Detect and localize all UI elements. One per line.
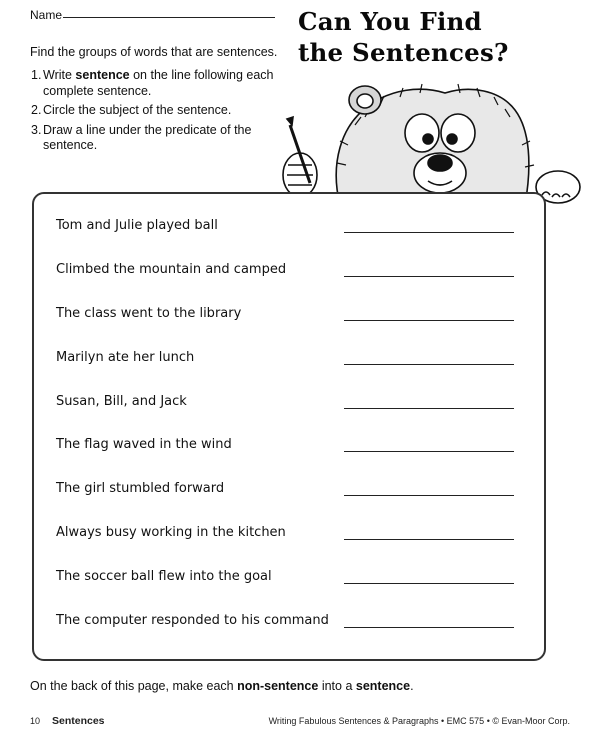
answer-line[interactable] [344,627,514,628]
note-text: On the back of this page, make each [30,679,238,693]
list-item [56,390,524,434]
page-number: 10 [30,716,41,726]
item-text: The soccer ball flew into the goal [56,569,272,585]
item-text: The girl stumbled forward [56,481,225,497]
list-item [56,346,524,390]
name-label: Name [30,8,63,22]
answer-line[interactable] [344,364,514,365]
instruction-step [31,103,296,119]
instruction-steps [31,68,296,158]
item-text: The computer responded to his command [56,613,329,629]
item-text: Marilyn ate her lunch [56,349,195,365]
step-text-pre: Draw a line under the predicate of the sentence. [43,122,252,152]
publisher-credit: Writing Fabulous Sentences & Paragraphs • EMC 575 • © Evan-Moor Corp. [268,716,570,726]
answer-line[interactable] [344,539,514,540]
note-bold: non-sentence [237,679,319,693]
note-text: into a [318,679,356,693]
sentence-panel [32,192,546,661]
list-item [56,609,524,653]
step-text-pre: Write [43,68,76,82]
item-text: Tom and Julie played ball [56,218,218,233]
list-item [56,477,524,521]
title-line-1: Can You Find [298,7,482,36]
step-text-pre: Circle the subject of the sentence. [43,103,232,117]
answer-line[interactable] [344,276,514,277]
answer-line[interactable] [344,451,514,452]
bear-illustration [270,55,590,215]
step-number: 1. [31,68,42,82]
note-bold: sentence [355,679,411,693]
item-text: The class went to the library [56,305,242,321]
item-text: The flag waved in the wind [56,437,232,453]
item-text: Always busy working in the kitchen [56,525,286,541]
answer-line[interactable] [344,495,514,496]
answer-line[interactable] [344,320,514,321]
name-blank-line[interactable] [63,17,275,18]
step-text [43,123,296,154]
list-item [56,302,524,346]
instruction-step [31,123,296,154]
answer-line[interactable] [344,232,514,233]
list-item [56,258,524,302]
list-item [56,214,524,258]
answer-line[interactable] [344,583,514,584]
step-text-bold: sentence [75,68,130,82]
item-text: Climbed the mountain and camped [56,261,287,277]
step-number: 2. [31,103,42,117]
list-item [56,565,524,609]
title-line-2: the Sentences? [298,38,509,67]
instructions-intro: Find the groups of words that are sentences. [30,45,278,59]
note-text: . [410,679,414,693]
step-text-post: on the line following each complete sentence. [43,68,274,98]
step-number: 3. [31,122,42,137]
back-of-page-instruction [30,679,414,693]
section-name: Sentences [52,715,105,727]
step-text [43,68,296,99]
instruction-step [31,68,296,99]
sentence-list [56,214,524,653]
list-item [56,521,524,565]
step-text [43,103,296,119]
list-item [56,433,524,477]
answer-line[interactable] [344,408,514,409]
item-text: Susan, Bill, and Jack [56,393,187,409]
